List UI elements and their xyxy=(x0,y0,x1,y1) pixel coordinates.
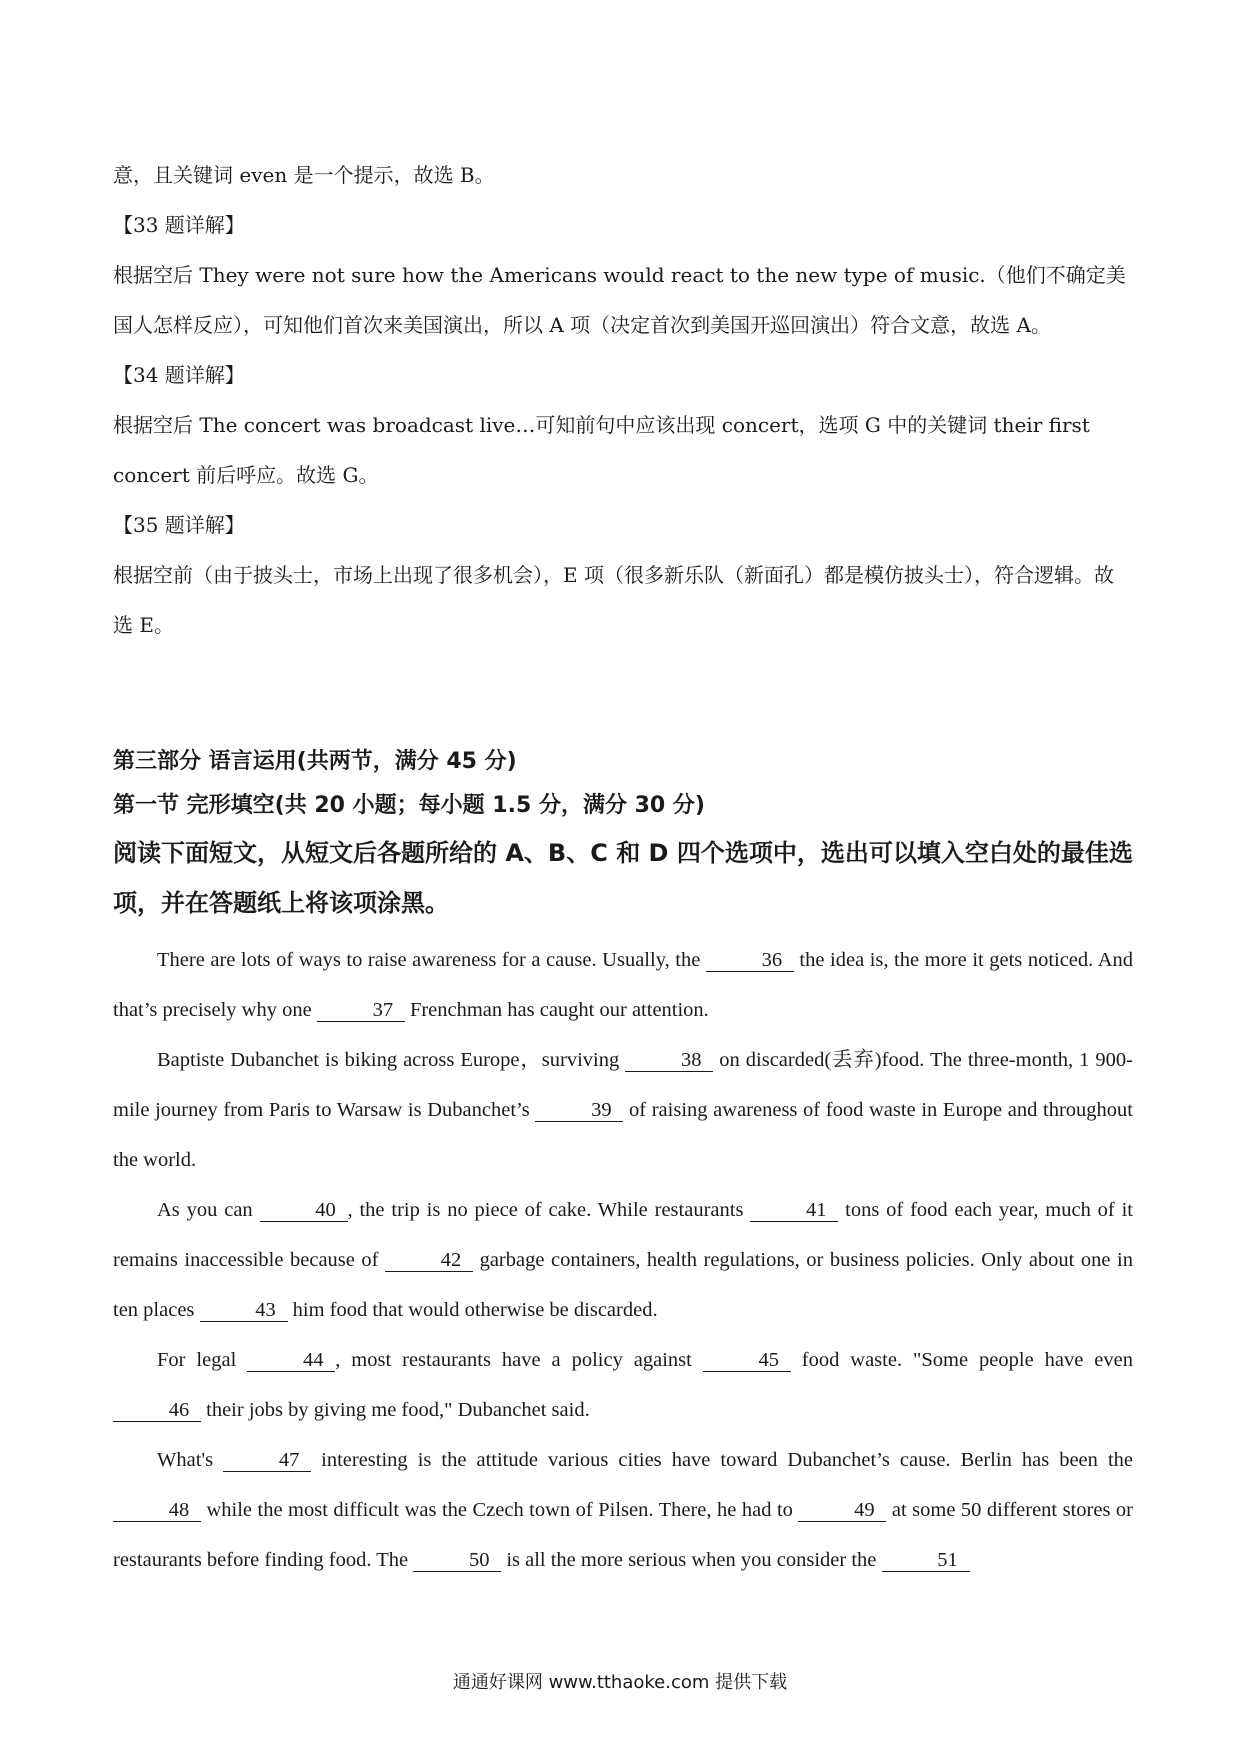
text-segment: Frenchman has caught our attention. xyxy=(404,999,709,1021)
blank-51: 51 xyxy=(882,1549,970,1572)
text-segment: on discarded(丢弃)food. The three-month, 1 900-mile journey from Paris to Warsaw is Dubanchet’s xyxy=(113,1049,1133,1121)
q35-explanation: 根据空前（由于披头士，市场上出现了很多机会），E 项（很多新乐队（新面孔）都是模仿披头士），符合逻辑。故选 E。 xyxy=(113,563,1114,637)
text-segment: As you can xyxy=(157,1199,260,1221)
text-segment: while the most difficult was the Czech town of Pilsen. There, he had to xyxy=(201,1499,799,1521)
paragraph-1 xyxy=(113,935,1133,1035)
blank-40: 40 xyxy=(260,1199,348,1222)
blank-43: 43 xyxy=(200,1299,288,1322)
cloze-passage xyxy=(113,935,1133,1585)
text-segment: interesting is the attitude various cities have toward Dubanchet’s cause. Berlin has been the xyxy=(311,1449,1133,1471)
text-segment: There are lots of ways to raise awareness for a cause. Usually, the xyxy=(157,949,706,971)
text-segment: is all the more serious when you consider the xyxy=(501,1549,882,1571)
text-segment: Baptiste Dubanchet is biking across Europe，surviving xyxy=(157,1049,626,1071)
text-segment: food waste. "Some people have even xyxy=(790,1349,1133,1371)
blank-38: 38 xyxy=(625,1049,713,1072)
text-segment: , most restaurants have a policy against xyxy=(335,1349,703,1371)
blank-47: 47 xyxy=(223,1449,311,1472)
blank-36: 36 xyxy=(706,949,794,972)
part-title: 第三部分 语言运用(共两节，满分 45 分) xyxy=(113,749,517,774)
text-segment: at some 50 different stores or restaurants before finding food. The xyxy=(113,1499,1133,1571)
text-segment: of raising awareness of food waste in Europe and throughout the world. xyxy=(113,1099,1133,1171)
paragraph-3 xyxy=(113,1185,1133,1335)
q34-explanation: 根据空后 The concert was broadcast live…可知前句中应该出现 concert，选项 G 中的关键词 their first concert 前后呼应。故选 G。 xyxy=(113,413,1090,487)
blank-41: 41 xyxy=(750,1199,838,1222)
text-segment: the idea is, the more it gets noticed. And that’s precisely why one xyxy=(113,949,1134,1021)
explanation-continuation: 意，且关键词 even 是一个提示，故选 B。 xyxy=(113,163,495,187)
q35-heading: 【35 题详解】 xyxy=(113,513,245,537)
text-segment: garbage containers, health regulations, or business policies. Only about one in ten places xyxy=(113,1249,1133,1321)
paragraph-5 xyxy=(113,1435,1133,1585)
sub-title: 第一节 完形填空(共 20 小题；每小题 1.5 分，满分 30 分) xyxy=(113,793,705,818)
blank-45: 45 xyxy=(703,1349,791,1372)
q34-heading: 【34 题详解】 xyxy=(113,363,245,387)
q33-heading: 【33 题详解】 xyxy=(113,213,245,237)
text-segment: What's xyxy=(157,1449,224,1471)
text-segment: For legal xyxy=(157,1349,248,1371)
blank-46: 46 xyxy=(113,1399,201,1422)
paragraph-2 xyxy=(113,1035,1133,1185)
explanations xyxy=(113,150,1133,650)
blank-37: 37 xyxy=(317,999,405,1022)
blank-48: 48 xyxy=(113,1499,201,1522)
text-segment: tons of food each year, much of it remains inaccessible because of xyxy=(113,1199,1133,1271)
footer-source: 通通好课网 www.tthaoke.com 提供下载 xyxy=(452,1672,788,1693)
blank-50: 50 xyxy=(413,1549,501,1572)
text-segment: him food that would otherwise be discarded. xyxy=(287,1299,658,1321)
instruction: 阅读下面短文，从短文后各题所给的 A、B、C 和 D 四个选项中，选出可以填入空白处的最佳选项，并在答题纸上将该项涂黑。 xyxy=(113,839,1133,917)
blank-42: 42 xyxy=(385,1249,473,1272)
text-segment: , the trip is no piece of cake. While restaurants xyxy=(347,1199,751,1221)
paragraph-4 xyxy=(113,1335,1133,1435)
section-header xyxy=(113,740,1133,928)
blank-44: 44 xyxy=(247,1349,335,1372)
blank-39: 39 xyxy=(535,1099,623,1122)
blank-49: 49 xyxy=(798,1499,886,1522)
q33-explanation: 根据空后 They were not sure how the Americans would react to the new type of music.（他们不确定美国人怎样反应），可知他们首次来美国演出，所以 A 项（决定首次到美国开巡回演出）符合文意，故选 A。 xyxy=(113,263,1126,337)
text-segment: their jobs by giving me food," Dubanchet said. xyxy=(201,1399,590,1421)
